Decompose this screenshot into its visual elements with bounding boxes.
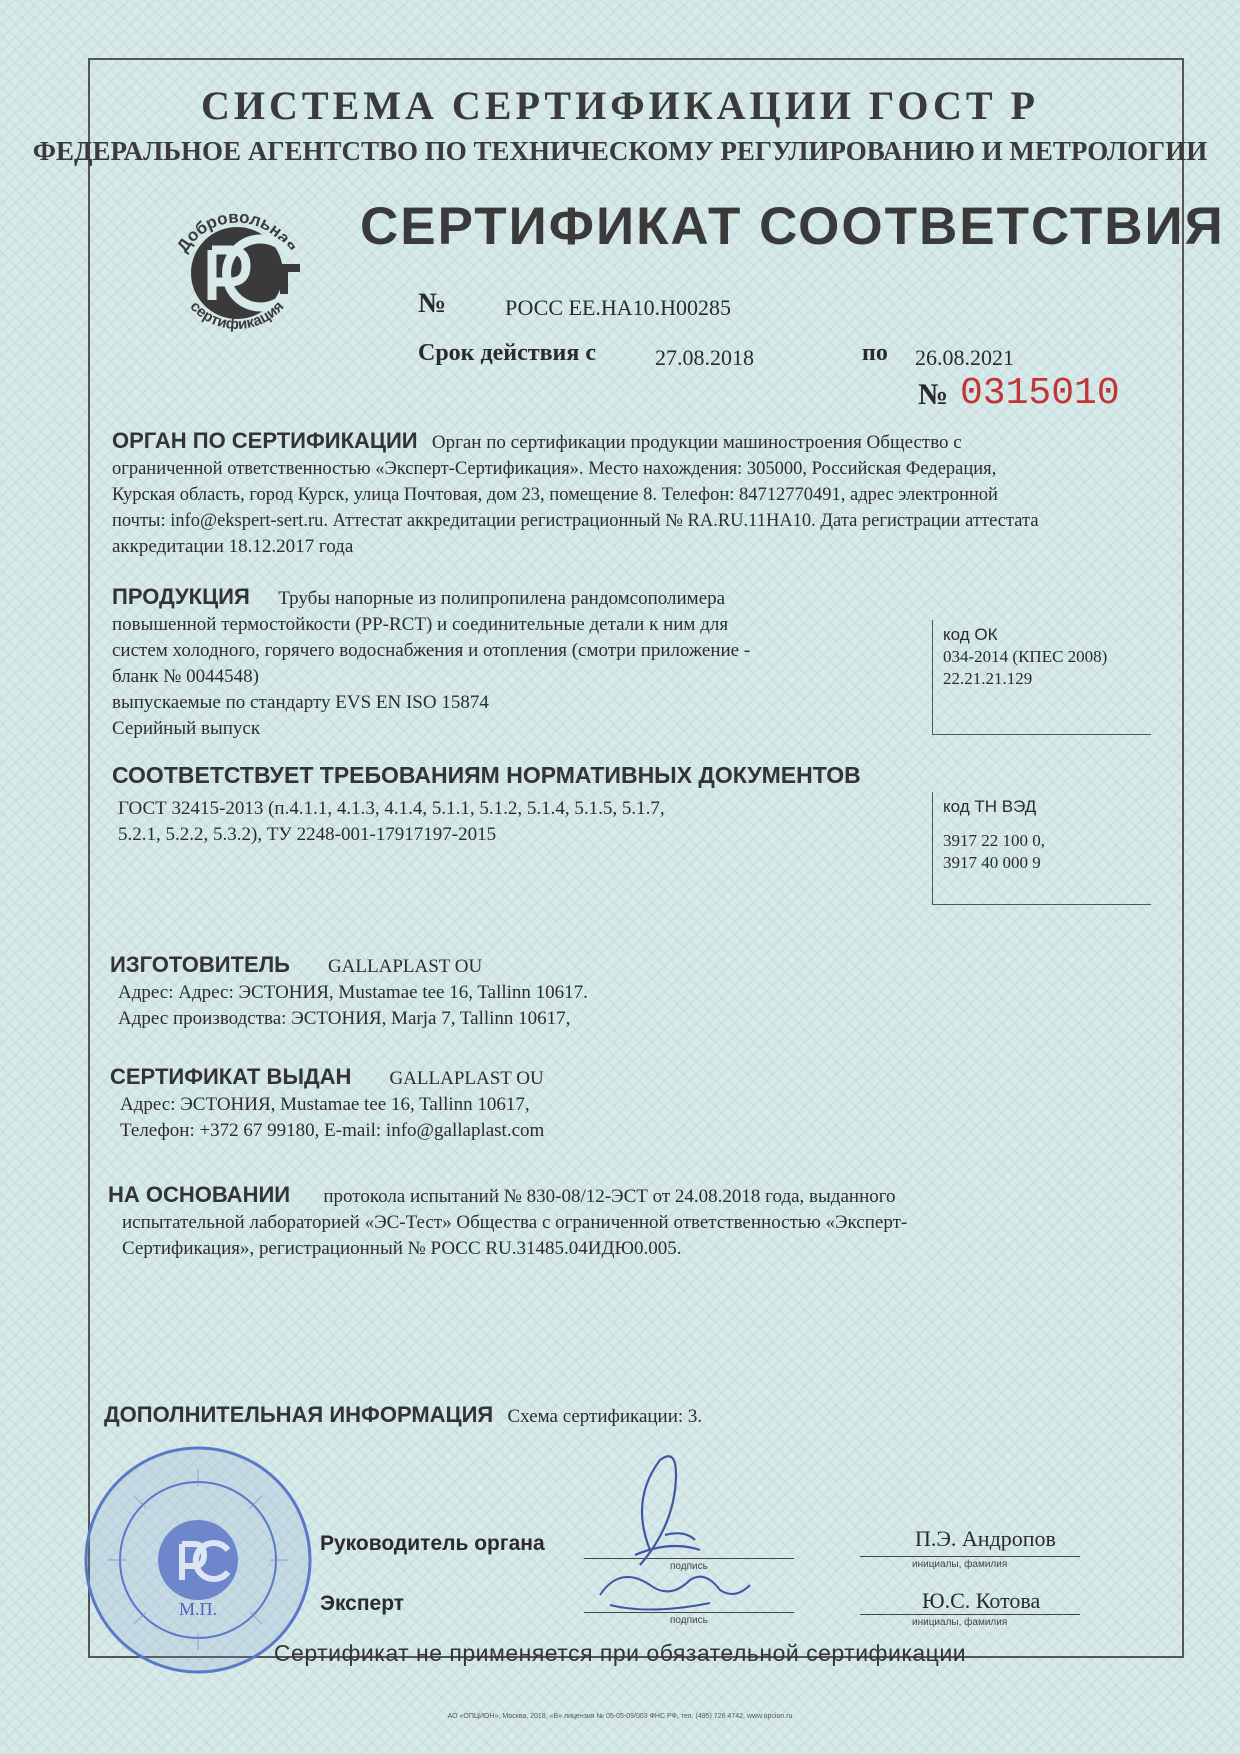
additional-info <box>104 1402 702 1430</box>
tnved-code-box <box>932 792 1151 905</box>
manufacturer-heading: ИЗГОТОВИТЕЛЬ <box>110 952 290 977</box>
head-name-line <box>860 1556 1080 1557</box>
issued-to-section <box>110 1064 1010 1144</box>
validity-to: 26.08.2021 <box>915 345 1014 370</box>
footer-note: Сертификат не применяется при обязательной сертификации <box>273 1640 967 1666</box>
logo-bottom-text: сертификация <box>186 297 288 334</box>
blank-number-symbol: № <box>918 378 949 411</box>
expert-name-caption: инициалы, фамилия <box>912 1617 1008 1628</box>
issued-to-heading: СЕРТИФИКАТ ВЫДАН <box>110 1064 352 1089</box>
ok-code-line-2: 22.21.21.129 <box>943 669 1033 688</box>
basis-section <box>108 1182 1168 1262</box>
product-line-5: выпускаемые по стандарту EVS EN ISO 15874 <box>112 692 489 713</box>
expert-signature-line <box>584 1612 794 1613</box>
compliance-line-1: ГОСТ 32415-2013 (п.4.1.1, 4.1.3, 4.1.4, 5.1.1, 5.1.2, 5.1.4, 5.1.5, 5.1.7, <box>118 798 665 819</box>
certification-body-section <box>112 428 1172 560</box>
tnved-code-label: код ТН ВЭД <box>943 797 1037 816</box>
product-section <box>112 584 912 742</box>
cert-body-line-3: Курская область, город Курск, улица Почтовая, дом 23, помещение 8. Телефон: 84712770491, адрес электронной <box>112 485 998 505</box>
cert-body-line-4: почты: info@ekspert-sert.ru. Аттестат аккредитации регистрационный № RA.RU.11НА10. Дата регистрации аттестата <box>112 511 1039 531</box>
manufacturer-section <box>110 952 1010 1032</box>
product-line-2: повышенной термостойкости (PP-RCT) и соединительные детали к ним для <box>112 614 729 635</box>
certification-body-heading: ОРГАН ПО СЕРТИФИКАЦИИ <box>112 428 418 453</box>
certificate-number: РОСС EE.НА10.Н00285 <box>505 295 732 320</box>
expert-name-line <box>860 1614 1080 1615</box>
compliance-section <box>118 796 918 848</box>
rst-logo <box>162 178 312 358</box>
validity-label: Срок действия с <box>418 340 596 366</box>
basis-line-3: Сертификация», регистрационный № РОСС RU.31485.04ИДЮ0.005. <box>122 1238 682 1259</box>
head-name-caption: инициалы, фамилия <box>912 1559 1008 1570</box>
expert-signature-label: Эксперт <box>320 1592 405 1615</box>
compliance-line-2: 5.2.1, 5.2.2, 5.3.2), ТУ 2248-001-17917197-2015 <box>118 824 497 845</box>
validity-from: 27.08.2018 <box>655 345 754 370</box>
agency-title: ФЕДЕРАЛЬНОЕ АГЕНТСТВО ПО ТЕХНИЧЕСКОМУ РЕГУЛИРОВАНИЮ И МЕТРОЛОГИИ <box>32 136 1208 166</box>
basis-heading: НА ОСНОВАНИИ <box>108 1182 291 1207</box>
tnved-code-line-2: 3917 40 000 9 <box>943 853 1041 872</box>
blank-number: 0315010 <box>960 372 1120 415</box>
stamp-mp: М.П. <box>178 1599 218 1619</box>
product-line-3: систем холодного, горячего водоснабжения и отопления (смотри приложение - <box>112 640 751 661</box>
tnved-code-line-1: 3917 22 100 0, <box>943 831 1045 850</box>
expert-name: Ю.С. Котова <box>922 1588 1041 1613</box>
head-signature-caption: подпись <box>670 1561 708 1572</box>
system-title: СИСТЕМА СЕРТИФИКАЦИИ ГОСТ Р <box>201 83 1039 128</box>
head-signature-label: Руководитель органа <box>320 1532 545 1555</box>
issued-to-address: Адрес: ЭСТОНИЯ, Mustamae tee 16, Tallinn 10617, <box>120 1094 530 1115</box>
head-name: П.Э. Андропов <box>915 1526 1056 1551</box>
logo-top-text: Добровольная <box>173 207 301 256</box>
cert-body-line-1: Орган по сертификации продукции машиностроения Общество с <box>431 432 962 453</box>
certificate-title: СЕРТИФИКАТ СООТВЕТСТВИЯ <box>360 197 1225 256</box>
ok-code-label: код ОК <box>943 625 998 644</box>
product-line-4: бланк № 0044548) <box>112 666 259 687</box>
additional-info-heading: ДОПОЛНИТЕЛЬНАЯ ИНФОРМАЦИЯ <box>104 1402 494 1427</box>
manufacturer-name: GALLAPLAST OU <box>327 956 483 977</box>
validity-to-label: по <box>862 340 888 366</box>
print-info: АО «ОПЦИОН», Москва, 2018, «В» лицензия № 05-05-09/003 ФНС РФ, тел. (495) 726 4742, www.opcion.ru <box>447 1713 793 1720</box>
manufacturer-production-address: Адрес производства: ЭСТОНИЯ, Marja 7, Tallinn 10617, <box>118 1008 571 1029</box>
issued-to-contacts: Телефон: +372 67 99180, E-mail: info@gallaplast.com <box>120 1120 545 1141</box>
ok-code-line-1: 034-2014 (КПЕС 2008) <box>943 647 1108 666</box>
product-line-6: Серийный выпуск <box>112 718 261 739</box>
cert-body-line-2: ограниченной ответственностью «Эксперт-Сертификация». Место нахождения: 305000, Российская Федерация, <box>112 459 997 479</box>
expert-signature-caption: подпись <box>670 1615 708 1626</box>
issued-to-name: GALLAPLAST OU <box>389 1068 544 1089</box>
basis-line-1: протокола испытаний № 830-08/12-ЭСТ от 24.08.2018 года, выданного <box>323 1186 896 1207</box>
cert-body-line-5: аккредитации 18.12.2017 года <box>112 536 354 557</box>
ok-code-box <box>932 620 1151 735</box>
basis-line-2: испытательной лабораторией «ЭС-Тест» Общества с ограниченной ответственностью «Эксперт- <box>122 1212 908 1233</box>
product-line-1: Трубы напорные из полипропилена рандомсополимера <box>278 588 726 609</box>
compliance-heading: СООТВЕТСТВУЕТ ТРЕБОВАНИЯМ НОРМАТИВНЫХ ДОКУМЕНТОВ <box>112 762 861 788</box>
manufacturer-address: Адрес: Адрес: ЭСТОНИЯ, Mustamae tee 16, Tallinn 10617. <box>118 982 588 1003</box>
product-heading: ПРОДУКЦИЯ <box>112 584 250 609</box>
additional-info-text: Схема сертификации: 3. <box>507 1406 703 1427</box>
number-symbol: № <box>418 288 447 319</box>
